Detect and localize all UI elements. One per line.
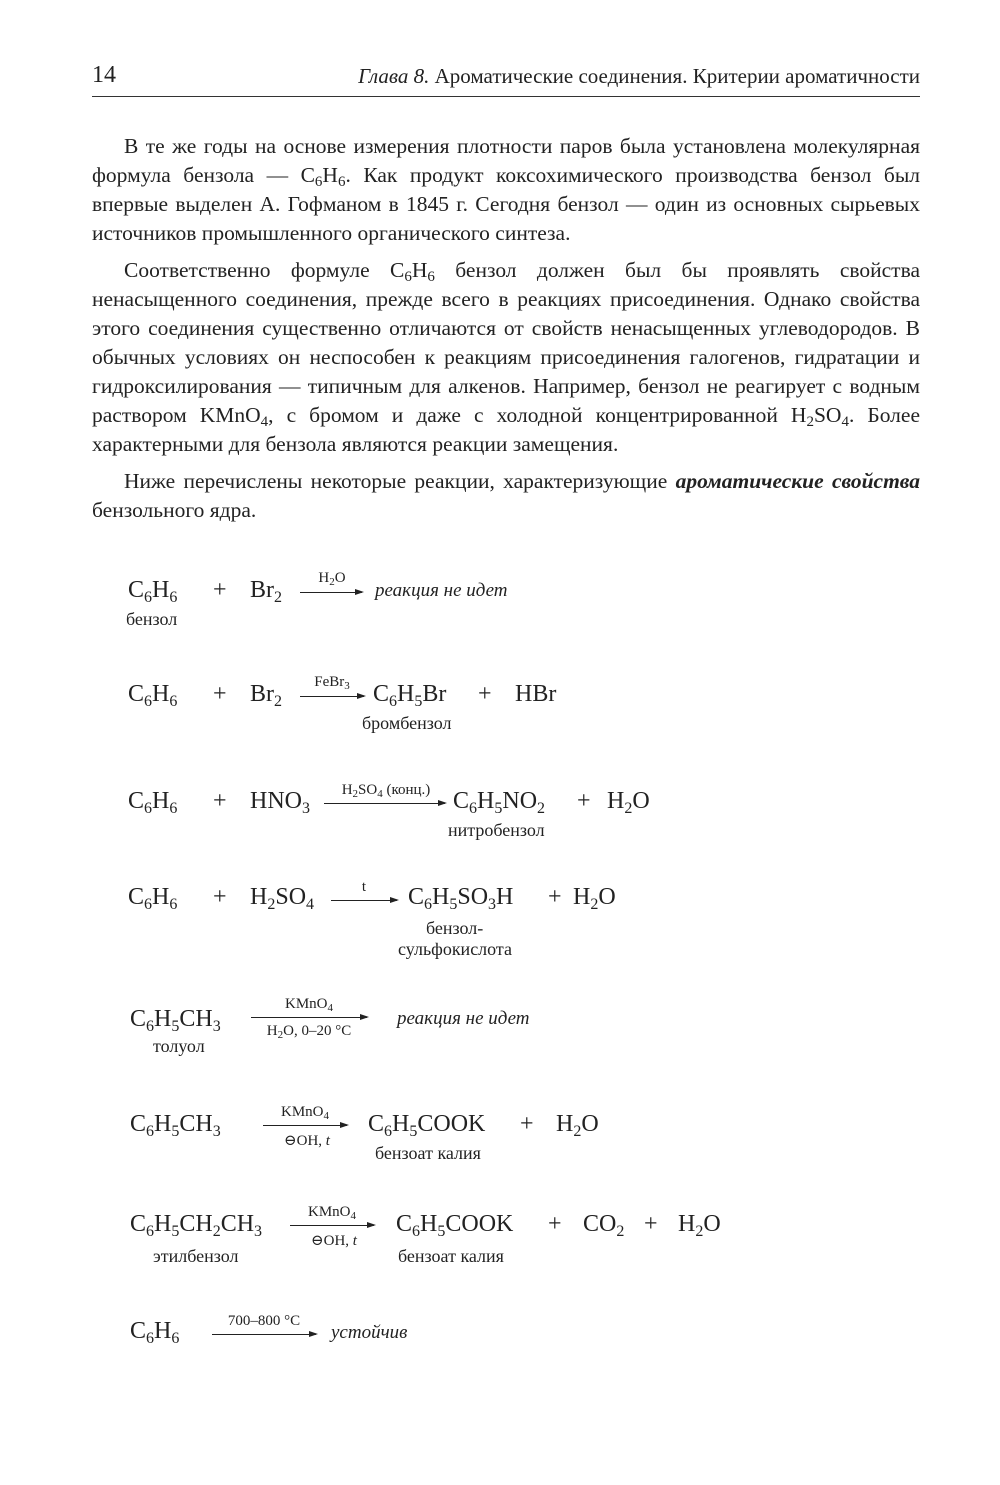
- compound-name: бензол-: [426, 918, 484, 938]
- compound-name: этилбензол: [153, 1246, 239, 1266]
- formula: $C_6H_6$: [130, 1318, 180, 1347]
- arrow: [251, 1017, 367, 1018]
- reaction-note: реакция не идет: [375, 580, 508, 601]
- page-number: 14: [92, 62, 116, 88]
- formula: $HNO_3$: [250, 788, 310, 817]
- arrow: [212, 1334, 316, 1335]
- plus: +: [548, 884, 562, 910]
- condition: $H_2O$, 0–20 °C: [266, 1023, 352, 1041]
- formula: $C_6H_6$: [128, 577, 178, 606]
- arrow: [324, 803, 445, 804]
- formula: $CO_2$: [583, 1211, 625, 1240]
- paragraph: В те же годы на основе измерения плотности паров была установлена молекулярная формула бензола — $C_6H_6$. Как продукт коксохимического производства бензол был впервые выделен А. Гофманом в 1845 г. Сегодня бензол — один из основных сырьевых источников промышленного органического синтеза.: [92, 134, 920, 245]
- formula: $H_2O$: [678, 1211, 721, 1240]
- compound-name: нитробензол: [448, 820, 545, 840]
- arrow: [300, 696, 364, 697]
- arrow: [300, 592, 362, 593]
- formula: $H_2O$: [573, 884, 616, 913]
- formula: $C_6H_6$: [128, 788, 178, 817]
- plus: +: [520, 1111, 534, 1137]
- compound-name: бромбензол: [362, 713, 452, 733]
- arrow: [331, 900, 397, 901]
- chapter-label: Глава 8.: [358, 64, 430, 88]
- formula: $H_2O$: [556, 1111, 599, 1140]
- body-text: [92, 132, 920, 533]
- condition: ⊖OH, t: [284, 1133, 330, 1149]
- formula: $C_6H_5CH_2CH_3$: [130, 1211, 263, 1240]
- plus: +: [213, 577, 227, 603]
- formula: $H_2O$: [607, 788, 650, 817]
- formula: $C_6H_5CH_3$: [130, 1111, 221, 1140]
- page-header: [92, 60, 920, 97]
- formula: $C_6H_5COOK$: [368, 1111, 486, 1140]
- reagent: KMnO$_4$: [284, 996, 333, 1014]
- chapter-title: Ароматические соединения. Критерии ароматичности: [434, 64, 920, 88]
- condition: 700–800 °C: [227, 1313, 301, 1329]
- formula: $C_6H_5CH_3$: [130, 1006, 221, 1035]
- paragraph: Соответственно формуле $C_6H_6$ бензол должен был бы проявлять свойства ненасыщенного соединения, прежде всего в реакциях присоединения. Однако свойства этого соединения существенно отличаются от свойств ненасыщенных углеводородов. В обычных условиях он неспособен к реакциям присоединения галогенов, гидратации и гидроксилирования — типичным для алкенов. Например, бензол не реагирует с водным раствором KMnO$_4$, с бромом и даже с холодной концентрированной $H_2SO_4$. Более характерными для бензола являются реакции замещения.: [92, 258, 920, 456]
- formula: $Br_2$: [250, 577, 282, 606]
- compound-name: бензоат калия: [398, 1246, 504, 1266]
- reaction-note: устойчив: [331, 1322, 408, 1343]
- running-head: [358, 64, 920, 89]
- compound-name: бензоат калия: [375, 1143, 481, 1163]
- plus: +: [213, 788, 227, 814]
- plus: +: [644, 1211, 658, 1237]
- formula: $C_6H_6$: [128, 884, 178, 913]
- catalyst: $H_2SO_4$ (конц.): [341, 782, 431, 800]
- formula: HBr: [515, 681, 557, 707]
- condition: t: [361, 879, 367, 895]
- plus: +: [213, 884, 227, 910]
- reagent: KMnO$_4$: [307, 1204, 356, 1222]
- compound-name: сульфокислота: [398, 939, 513, 959]
- compound-name: толуол: [153, 1036, 205, 1056]
- formula: $C_6H_5COOK$: [396, 1211, 514, 1240]
- catalyst: FeBr$_3$: [314, 674, 350, 692]
- reaction-note: реакция не идет: [397, 1008, 530, 1029]
- formula: $C_6H_5SO_3H$: [408, 884, 514, 913]
- formula: $Br_2$: [250, 681, 282, 710]
- formula: $C_6H_5NO_2$: [453, 788, 546, 817]
- plus: +: [213, 681, 227, 707]
- formula: $C_6H_6$: [128, 681, 178, 710]
- arrow: [263, 1125, 347, 1126]
- formula: $C_6H_5Br$: [373, 681, 447, 710]
- plus: +: [577, 788, 591, 814]
- compound-name: бензол: [126, 609, 178, 629]
- condition: ⊖OH, t: [311, 1233, 357, 1249]
- reagent: KMnO$_4$: [280, 1104, 329, 1122]
- arrow: [290, 1225, 374, 1226]
- condition: $H_2O$: [318, 570, 346, 588]
- paragraph: Ниже перечислены некоторые реакции, характеризующие ароматические свойства бензольного ядра.: [92, 469, 921, 522]
- plus: +: [548, 1211, 562, 1237]
- formula: $H_2SO_4$: [250, 884, 315, 913]
- plus: +: [478, 681, 492, 707]
